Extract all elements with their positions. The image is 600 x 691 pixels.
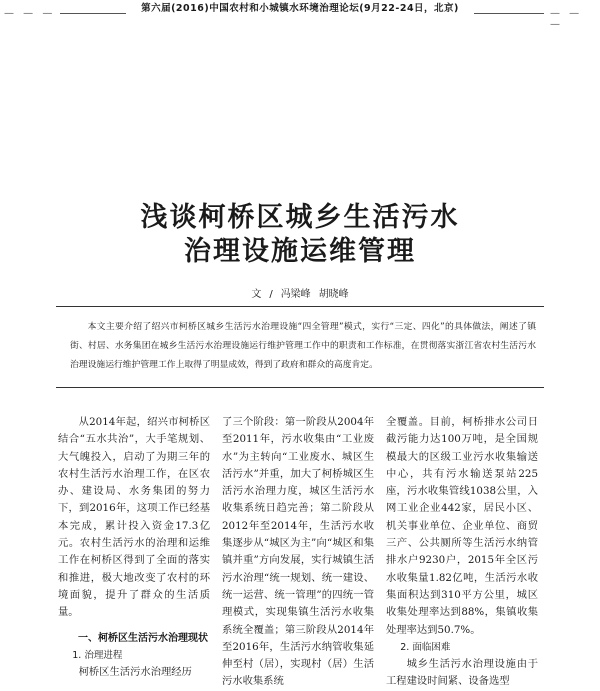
header-right-dash: — — — <box>550 8 583 30</box>
header-left-rule <box>60 13 126 14</box>
header-left-dash: — — — <box>4 8 56 19</box>
section-heading: 一、柯桥区生活污水治理现状 <box>78 632 208 644</box>
body-column-2 <box>222 414 374 691</box>
body-column-1 <box>58 414 210 681</box>
paragraph: 全覆盖。目前，柯桥排水公司日截污能力达100万吨，是全国规模最大的区级工业污水收集输送中心，共有污水输送泵站225座，污水收集管线1038公里，入网工业企业442家，居民小区、机关事业单位、企业单位、商贸三产、公共厕所等生活污水纳管排水户9230户，2015年全区污水收集量1.82亿吨，生活污水收集面积达到310平方公里，城区收集处理率达到88%，集镇收集处理率达到50.7%。 <box>386 416 538 636</box>
article-title-line-2: 治理设施运维管理 <box>184 236 416 267</box>
byline-prefix: 文 <box>251 289 262 300</box>
running-header: 第六届(2016)中国农村和小城镇水环境治理论坛(9月22-24日，北京) <box>141 3 459 14</box>
subsection-heading: 2. 面临困难 <box>400 641 451 653</box>
paragraph: 城乡生活污水治理设施由于工程建设时间紧、设备选型 <box>386 658 538 688</box>
paragraph: 了三个阶段：第一阶段从2004年至2011年，污水收集由“工业废水”为主转向“工业废水、城区生活污水”并重，加大了柯桥城区生活污水治理力度，城区生活污水收集系统日趋完善；第二阶段从2012年至2014年，生活污水收集逐步从“城区为主”向“城区和集镇并重”方向发展，实行城镇生活污水治理“统一规划、统一建设、统一运营、统一管理”的四统一管理模式，实现集镇生活污水收集系统全覆盖；第三阶段从2014年至2016年，生活污水纳管收集延伸至村（居），实现村（居）生活污水收集系统 <box>222 416 374 688</box>
paragraph: 从2014年起，绍兴市柯桥区结合“五水共治”，大手笔规划、大气魄投入，启动了为期三年的农村生活污水治理工作，在区农办、建设局、水务集团的努力下，到2016年，这项工作已经基本完成，累计投入资金17.3亿元。农村生活污水的治理和运维工作在柯桥区得到了全面的落实和推进，极大地改变了农村的环境面貌，提升了群众的生活质量。 <box>58 416 210 619</box>
subsection-heading: 1. 治理进程 <box>72 649 123 661</box>
abstract: 本文主要介绍了绍兴市柯桥区城乡生活污水治理设施“四全管理”模式，实行“三定、四化”的具体做法，阐述了镇街、村居、水务集团在城乡生活污水治理设施运行维护管理工作中的职责和工作标准，在贯彻落实浙江省农村生活污水治理设施运行维护管理工作上取得了明显成效，得到了政府和群众的高度肯定。 <box>70 322 536 370</box>
header-right-rule <box>474 13 544 14</box>
paragraph: 柯桥区生活污水治理经历 <box>78 666 192 679</box>
author-name-2: 胡晓峰 <box>318 289 349 300</box>
article-title-line-1: 浅谈柯桥区城乡生活污水 <box>140 202 460 233</box>
byline-separator: / <box>269 289 273 300</box>
author-name-1: 冯梁峰 <box>280 289 311 300</box>
body-column-3 <box>386 414 538 691</box>
byline <box>0 285 600 300</box>
